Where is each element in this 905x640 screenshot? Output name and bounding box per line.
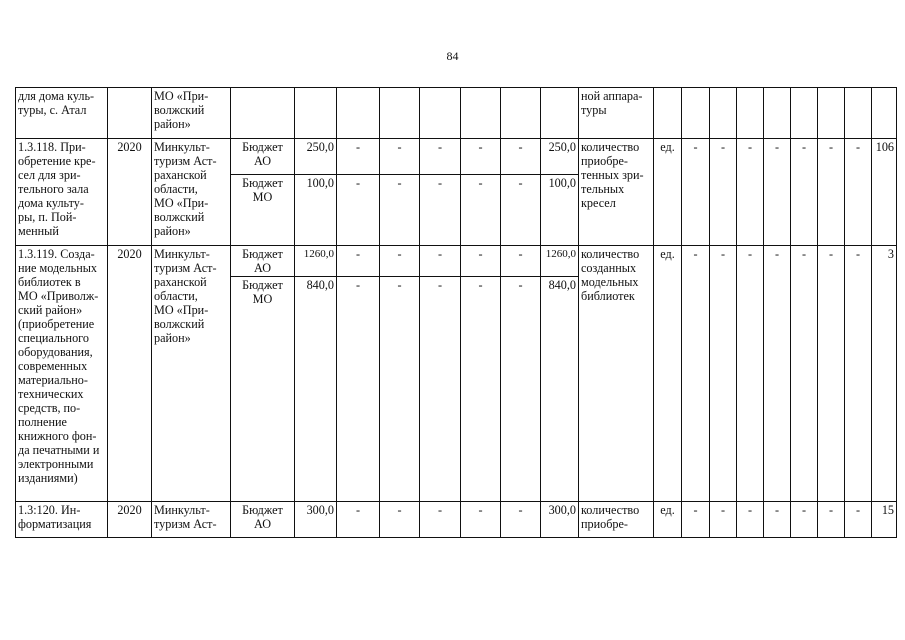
year-value-cell: -: [380, 139, 420, 175]
measure-name-cell-line: да печатными и: [18, 443, 100, 457]
year-value-cell: -: [380, 502, 420, 538]
measure-name-cell-line: МО «Приволж-: [18, 289, 99, 303]
measure-name-cell-line: оборудования,: [18, 345, 93, 359]
unit-cell: ед.: [654, 502, 682, 538]
indicator-value-cell: -: [845, 139, 872, 246]
total-cell: 1260,0: [295, 246, 337, 277]
indicator-cell-line: туры: [581, 103, 607, 117]
year-value-cell: -: [337, 502, 380, 538]
funding-source-cell: [231, 277, 295, 502]
executor-cell-line: раханской: [154, 168, 207, 182]
indicator-cell-line: количество: [581, 247, 640, 261]
year-value-cell: -: [420, 502, 461, 538]
funding-source-cell-line: Бюджет: [242, 247, 283, 261]
measure-name-cell-line: сел для зри-: [18, 168, 81, 182]
last-year-cell: 100,0: [541, 175, 579, 246]
executor-cell-line: раханской: [154, 275, 207, 289]
year-value-cell: -: [380, 175, 420, 246]
year-value-cell: -: [461, 246, 501, 277]
year-cell: 2020: [108, 502, 152, 538]
executor-cell-line: Минкульт-: [154, 503, 210, 517]
executor-cell-line: области,: [154, 182, 198, 196]
indicator-value-cell: -: [845, 502, 872, 538]
executor-cell-line: район»: [154, 224, 191, 238]
year-cell: [108, 88, 152, 139]
final-value-cell: 3: [872, 246, 897, 502]
executor-cell-line: район»: [154, 331, 191, 345]
total-cell: 300,0: [295, 502, 337, 538]
executor-cell-line: район»: [154, 117, 191, 131]
last-year-cell: 1260,0: [541, 246, 579, 277]
indicator-value-cell: -: [791, 502, 818, 538]
measure-name-cell-line: 1.3.118. При-: [18, 140, 86, 154]
executor-cell-line: МО «При-: [154, 196, 209, 210]
measure-name-cell: [16, 139, 108, 246]
measure-name-cell-line: полнение: [18, 415, 67, 429]
empty-cell: [461, 88, 501, 139]
indicator-value-cell: -: [818, 502, 845, 538]
last-year-cell: 300,0: [541, 502, 579, 538]
indicator-value-cell: -: [791, 246, 818, 502]
last-year-cell: 250,0: [541, 139, 579, 175]
indicator-value-cell: -: [764, 502, 791, 538]
indicator-cell: [579, 139, 654, 246]
year-value-cell: -: [461, 277, 501, 502]
measure-name-cell-line: ние модельных: [18, 261, 98, 275]
executor-cell: [152, 246, 231, 502]
table-row: [16, 139, 897, 175]
year-value-cell: -: [337, 175, 380, 246]
executor-cell-line: туризм Аст-: [154, 517, 217, 531]
indicator-value-cell: -: [764, 246, 791, 502]
indicator-value-cell: -: [791, 139, 818, 246]
empty-cell: [420, 88, 461, 139]
table-row: [16, 502, 897, 538]
executor-cell-line: волжский: [154, 317, 205, 331]
indicator-value-cell: -: [737, 502, 764, 538]
indicator-value-cell: -: [682, 246, 710, 502]
indicator-value-cell: -: [845, 246, 872, 502]
year-value-cell: -: [461, 502, 501, 538]
year-cell: 2020: [108, 139, 152, 246]
funding-source-cell-line: АО: [254, 154, 271, 168]
measure-name-cell-line: тельного зала: [18, 182, 89, 196]
executor-cell-line: МО «При-: [154, 303, 209, 317]
total-cell: 840,0: [295, 277, 337, 502]
indicator-cell-line: приобре-: [581, 154, 628, 168]
year-value-cell: -: [337, 139, 380, 175]
indicator-value-cell: -: [818, 139, 845, 246]
year-value-cell: -: [461, 175, 501, 246]
measure-name-cell-line: библиотек в: [18, 275, 81, 289]
year-cell: 2020: [108, 246, 152, 502]
last-year-cell: 840,0: [541, 277, 579, 502]
funding-source-cell-line: Бюджет: [242, 140, 283, 154]
empty-cell: [682, 88, 710, 139]
indicator-cell: [579, 88, 654, 139]
year-value-cell: -: [501, 175, 541, 246]
indicator-value-cell: -: [737, 139, 764, 246]
measure-name-cell: [16, 246, 108, 502]
measure-name-cell-line: туры, с. Атал: [18, 103, 87, 117]
indicator-cell-line: ной аппара-: [581, 89, 643, 103]
measure-name-cell-line: для дома куль-: [18, 89, 95, 103]
indicator-value-cell: -: [710, 246, 737, 502]
measure-name-cell-line: материально-: [18, 373, 88, 387]
funding-source-cell: [231, 175, 295, 246]
measure-name-cell-line: электронными: [18, 457, 94, 471]
program-table: [15, 87, 897, 538]
indicator-cell-line: количество: [581, 140, 640, 154]
table-row: [16, 246, 897, 277]
measure-name-cell: [16, 88, 108, 139]
funding-source-cell-line: МО: [252, 190, 273, 204]
measure-name-cell-line: книжного фон-: [18, 429, 97, 443]
measure-name-cell-line: изданиями): [18, 471, 78, 485]
executor-cell-line: Минкульт-: [154, 247, 210, 261]
executor-cell: [152, 139, 231, 246]
indicator-cell: [579, 502, 654, 538]
funding-source-cell-line: Бюджет: [242, 503, 283, 517]
indicator-value-cell: -: [710, 139, 737, 246]
year-value-cell: -: [501, 502, 541, 538]
indicator-cell-line: библиотек: [581, 289, 635, 303]
funding-source-cell: [231, 502, 295, 538]
total-cell: 100,0: [295, 175, 337, 246]
funding-source-cell: [231, 139, 295, 175]
funding-source-cell-line: Бюджет: [242, 176, 283, 190]
measure-name-cell-line: специального: [18, 331, 89, 345]
indicator-cell-line: тельных: [581, 182, 625, 196]
measure-name-cell-line: технических: [18, 387, 84, 401]
unit-cell: ед.: [654, 139, 682, 246]
empty-cell: [791, 88, 818, 139]
final-value-cell: 106: [872, 139, 897, 246]
empty-cell: [231, 88, 295, 139]
measure-name-cell-line: современных: [18, 359, 88, 373]
empty-cell: [501, 88, 541, 139]
year-value-cell: -: [420, 246, 461, 277]
measure-name-cell-line: дома культу-: [18, 196, 84, 210]
empty-cell: [818, 88, 845, 139]
year-value-cell: -: [380, 246, 420, 277]
empty-cell: [710, 88, 737, 139]
year-value-cell: -: [501, 277, 541, 502]
year-value-cell: -: [420, 175, 461, 246]
indicator-cell-line: тенных зри-: [581, 168, 644, 182]
total-cell: 250,0: [295, 139, 337, 175]
empty-cell: [872, 88, 897, 139]
measure-name-cell: [16, 502, 108, 538]
indicator-value-cell: -: [737, 246, 764, 502]
executor-cell-line: волжский: [154, 210, 205, 224]
empty-cell: [541, 88, 579, 139]
indicator-cell-line: созданных: [581, 261, 637, 275]
final-value-cell: 15: [872, 502, 897, 538]
empty-cell: [654, 88, 682, 139]
indicator-cell: [579, 246, 654, 502]
executor-cell-line: МО «При-: [154, 89, 209, 103]
year-value-cell: -: [337, 246, 380, 277]
executor-cell-line: Минкульт-: [154, 140, 210, 154]
year-value-cell: -: [420, 277, 461, 502]
empty-cell: [737, 88, 764, 139]
funding-source-cell: [231, 246, 295, 277]
indicator-value-cell: -: [764, 139, 791, 246]
indicator-value-cell: -: [818, 246, 845, 502]
year-value-cell: -: [461, 139, 501, 175]
indicator-cell-line: приобре-: [581, 517, 628, 531]
year-value-cell: -: [420, 139, 461, 175]
measure-name-cell-line: менный: [18, 224, 59, 238]
empty-cell: [764, 88, 791, 139]
indicator-cell-line: кресел: [581, 196, 616, 210]
indicator-value-cell: -: [710, 502, 737, 538]
measure-name-cell-line: средств, по-: [18, 401, 81, 415]
executor-cell: [152, 88, 231, 139]
measure-name-cell-line: ры, п. Пой-: [18, 210, 77, 224]
executor-cell-line: области,: [154, 289, 198, 303]
indicator-value-cell: -: [682, 502, 710, 538]
unit-cell: ед.: [654, 246, 682, 502]
executor-cell-line: волжский: [154, 103, 205, 117]
funding-source-cell-line: Бюджет: [242, 278, 283, 292]
measure-name-cell-line: 1.3:120. Ин-: [18, 503, 81, 517]
indicator-cell-line: количество: [581, 503, 640, 517]
empty-cell: [845, 88, 872, 139]
year-value-cell: -: [501, 246, 541, 277]
table-row: [16, 88, 897, 139]
measure-name-cell-line: (приобретение: [18, 317, 95, 331]
funding-source-cell-line: МО: [252, 292, 273, 306]
empty-cell: [380, 88, 420, 139]
year-value-cell: -: [337, 277, 380, 502]
indicator-cell-line: модельных: [581, 275, 639, 289]
executor-cell: [152, 502, 231, 538]
empty-cell: [295, 88, 337, 139]
measure-name-cell-line: форматизация: [18, 517, 92, 531]
measure-name-cell-line: 1.3.119. Созда-: [18, 247, 95, 261]
funding-source-cell-line: АО: [254, 261, 271, 275]
executor-cell-line: туризм Аст-: [154, 261, 217, 275]
indicator-value-cell: -: [682, 139, 710, 246]
executor-cell-line: туризм Аст-: [154, 154, 217, 168]
year-value-cell: -: [501, 139, 541, 175]
measure-name-cell-line: обретение кре-: [18, 154, 96, 168]
empty-cell: [337, 88, 380, 139]
year-value-cell: -: [380, 277, 420, 502]
funding-source-cell-line: АО: [254, 517, 271, 531]
page-number: 84: [446, 49, 459, 63]
measure-name-cell-line: ский район»: [18, 303, 83, 317]
